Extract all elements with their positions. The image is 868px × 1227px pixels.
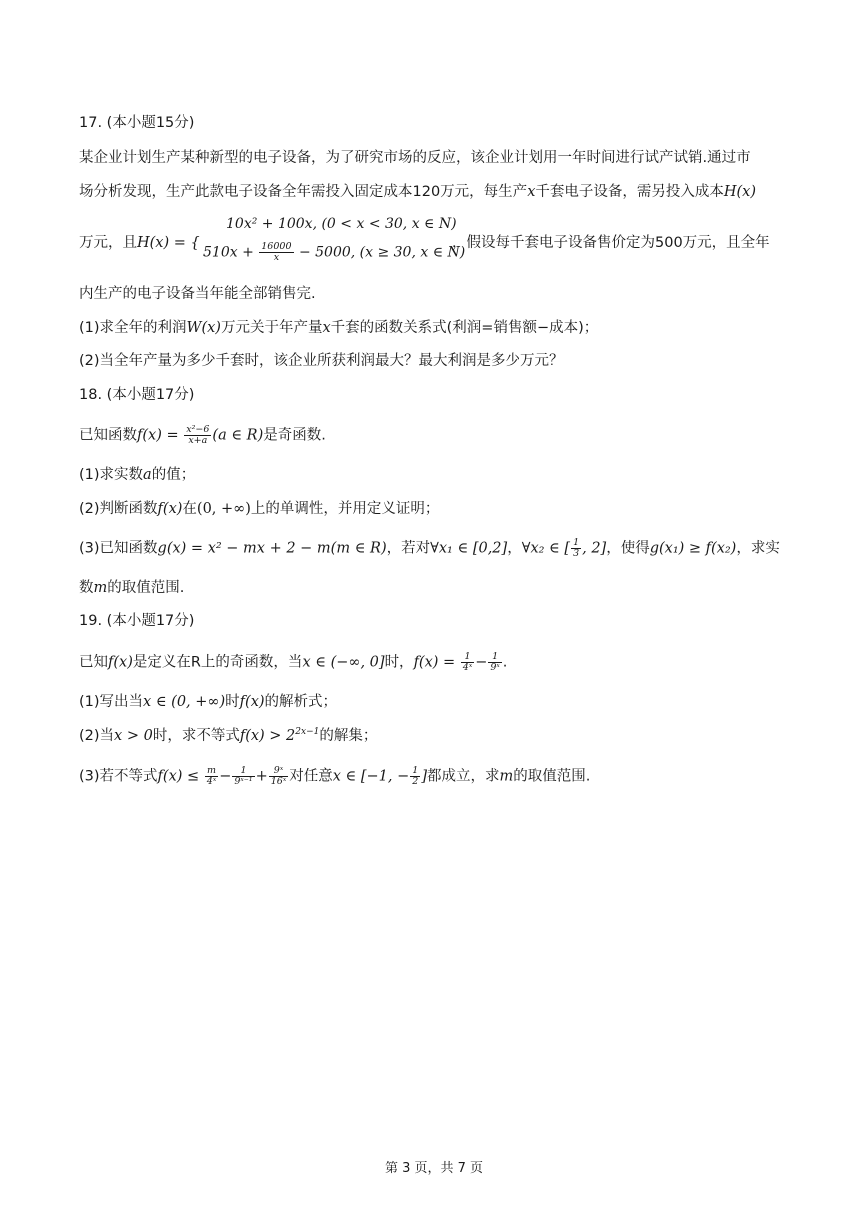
- piecewise-function-label: H(x) = {: [137, 235, 200, 251]
- q18-statement: 已知函数f(x) = $\frac{\text{x²−6}}{x+a}$ (a ∈ R)是奇函数.: [79, 424, 326, 446]
- q17-subquestion-1: (1)求全年的利润W(x)万元关于年产量x千套的函数关系式(利润=销售额−成本)；: [79, 320, 599, 336]
- q18-subquestion-2: (2)判断函数f(x)在(0, +∞)上的单调性，并用定义证明；: [79, 501, 440, 517]
- q18-header: 18. (本小题17分): [79, 387, 195, 403]
- q17-paragraph-line-4: 内生产的电子设备当年能全部销售完.: [79, 286, 316, 302]
- q18-subquestion-3-continued: 数m的取值范围.: [79, 580, 185, 596]
- q18-subquestion-1: (1)求实数a的值；: [79, 467, 196, 483]
- fraction: $\frac{1}{\text{4ˣ}}$: [462, 651, 473, 673]
- fraction: $\frac{1}{\text{9ˣ⁻¹}}$: [234, 765, 253, 787]
- piecewise-case-1: 10x² + 100x, (0 < x < 30, x ∈ N): [226, 216, 457, 232]
- fraction: $\frac{16000}{x}$: [261, 241, 292, 263]
- q17-paragraph-line-3-tail: ，假设每千套电子设备售价定为500万元，且全年: [452, 235, 770, 251]
- q17-paragraph-line-2: 场分析发现，生产此款电子设备全年需投入固定成本120万元，每生产x千套电子设备，需另投入成本H(x): [79, 184, 757, 200]
- fraction: $\frac{1}{3}$: [573, 537, 580, 559]
- q19-subquestion-1: (1)写出当x ∈ (0, +∞)时f(x)的解析式；: [79, 694, 338, 710]
- fraction: $\frac{1}{2}$: [412, 765, 419, 787]
- q17-paragraph-line-1: 某企业计划生产某种新型的电子设备，为了研究市场的反应，该企业计划用一年时间进行试产试销.通过市: [79, 150, 751, 166]
- q19-header: 19. (本小题17分): [79, 613, 195, 629]
- q17-paragraph-line-3: 万元，且H(x) = {: [79, 235, 200, 251]
- fraction: $\frac{\text{9ˣ}}{\text{16ˣ}}$: [270, 765, 287, 787]
- fraction: $\frac{\text{x²−6}}{x+a}$: [186, 424, 210, 446]
- piecewise-case-2: 510x + $\frac{16000}{x}$ − 5000, (x ≥ 30, x ∈ N): [203, 241, 466, 263]
- q19-statement: 已知f(x)是定义在R上的奇函数，当x ∈ (−∞, 0]时，f(x) = $\frac{1}{\text{4ˣ}}$ − $\frac{1}{\text{9ˣ}}$ .: [79, 651, 508, 673]
- q19-subquestion-3: (3)若不等式f(x) ≤ $\frac{m}{\text{4ˣ}}$ − $\frac{1}{\text{9ˣ⁻¹}}$ + $\frac{\text{9ˣ}}{\text{16ˣ}}$ 对任意x ∈ [−1, − $\frac{1}{2}$ ]都成立，求m的取值范围.: [79, 765, 591, 787]
- fraction: $\frac{m}{\text{4ˣ}}$: [206, 765, 217, 787]
- page-number-footer: 第 3 页，共 7 页: [384, 1161, 484, 1176]
- fraction: $\frac{1}{\text{9ˣ}}$: [490, 651, 500, 673]
- q17-header: 17. (本小题15分): [79, 115, 195, 131]
- q17-subquestion-2: (2)当全年产量为多少千套时，该企业所获利润最大？最大利润是多少万元？: [79, 353, 564, 369]
- q18-subquestion-3: (3)已知函数g(x) = x² − mx + 2 − m(m ∈ R)，若对∀x₁ ∈ [0,2]，∀x₂ ∈ [ $\frac{1}{3}$ , 2]，使得g(x₁) ≥ f(x₂)，求实: [79, 537, 780, 559]
- q19-subquestion-2: (2)当x > 0时，求不等式$f(x) > 2^{2x-1}$的解集；: [79, 727, 378, 744]
